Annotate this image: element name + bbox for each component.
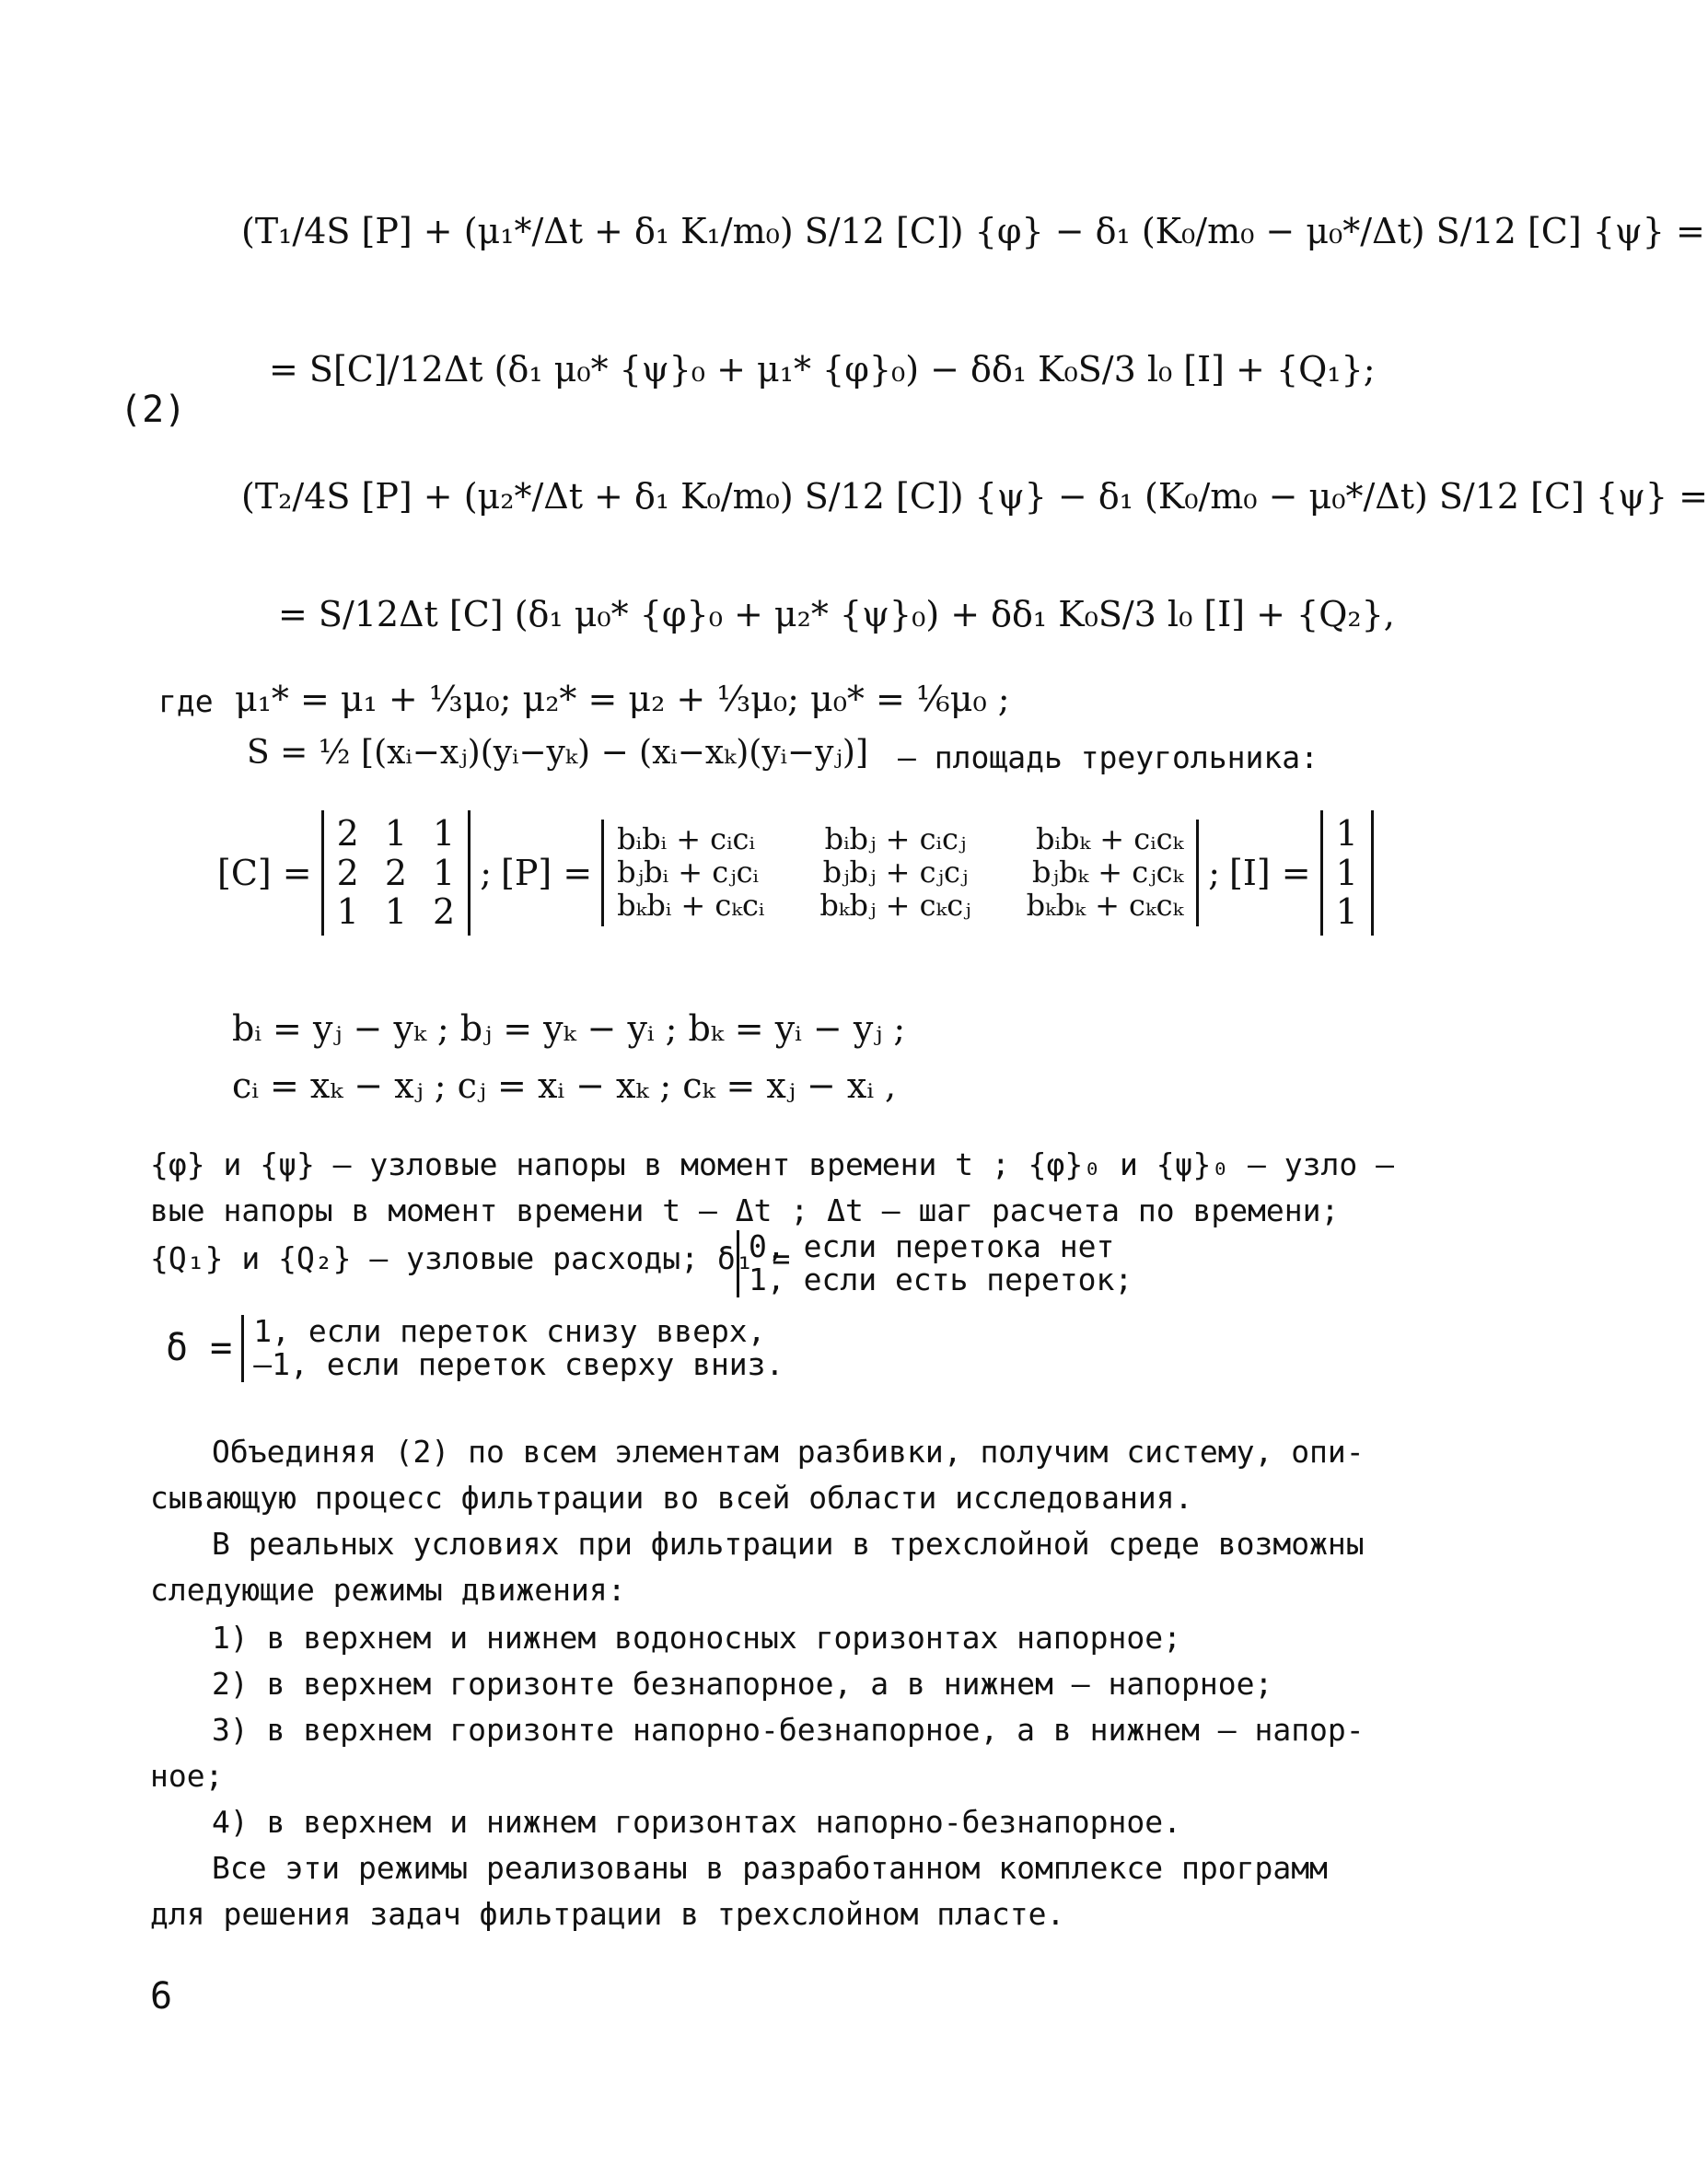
mu-definitions: μ₁* = μ₁ + ⅓μ₀; μ₂* = μ₂ + ⅓μ₀; μ₀* = ⅙μ₀ ; xyxy=(235,679,1010,719)
delta-label: δ = xyxy=(166,1327,233,1370)
para4-line1: Все эти режимы реализованы в разработанном комплексе программ xyxy=(212,1850,1328,1886)
list-item-3-line2: ное; xyxy=(150,1758,224,1794)
matrix-c: 2 1 1 2 2 1 1 1 2 xyxy=(321,810,471,936)
equation-line-2: = S[C]/12Δt (δ₁ μ₀* {ψ}₀ + μ₁* {φ}₀) − δδ₁ K₀S/3 l₀ [I] + {Q₁}; xyxy=(269,349,1376,390)
equation-line-3: (T₂/4S [P] + (μ₂*/Δt + δ₁ K₀/m₀) S/12 [C]) {ψ} − δ₁ (K₀/m₀ − μ₀*/Δt) S/12 [C] {ψ} = xyxy=(241,476,1708,517)
matrix-i-label: [I] = xyxy=(1229,852,1311,893)
matrix-p: bᵢbᵢ + cᵢcᵢ bᵢbⱼ + cᵢcⱼ bᵢbₖ + cᵢcₖ bⱼbᵢ + cⱼcᵢ bⱼbⱼ + cⱼcⱼ bⱼbₖ + cⱼcₖ bₖbᵢ + cₖcᵢ bₖbⱼ + cₖcⱼ bₖbₖ + cₖcₖ xyxy=(601,820,1199,925)
delta-definition xyxy=(166,1315,784,1382)
para1-line3: {Q₁} и {Q₂} – узловые расходы; δ₁ = xyxy=(150,1240,791,1276)
para2-line1: Объединяя (2) по всем элементам разбивки, получим систему, опи- xyxy=(212,1434,1365,1470)
list-item-1: 1) в верхнем и нижнем водоносных горизонтах напорное; xyxy=(212,1620,1181,1656)
b-coefficients: bᵢ = yⱼ − yₖ ; bⱼ = yₖ − yᵢ ; bₖ = yᵢ − yⱼ ; xyxy=(232,1008,906,1049)
para1-line2: вые напоры в момент времени t – Δt ; Δt – шаг расчета по времени; xyxy=(150,1192,1340,1228)
equation-line-4: = S/12Δt [C] (δ₁ μ₀* {φ}₀ + μ₂* {ψ}₀) + δδ₁ K₀S/3 l₀ [I] + {Q₂}, xyxy=(278,594,1395,634)
matrices-row: [C] = 2 1 1 2 2 1 1 1 2 ; [P] = bᵢbᵢ + cᵢcᵢ bᵢbⱼ + cᵢcⱼ bᵢbₖ + cᵢcₖ bⱼbᵢ + cⱼcᵢ bⱼbⱼ + cⱼcⱼ bⱼbₖ + cⱼcₖ bₖbᵢ + cₖcᵢ bₖbⱼ + cₖcⱼ bₖbₖ + cₖcₖ ; [I] = 1 1 1 xyxy=(217,810,1374,936)
delta-case-1: 1, если переток снизу вверх, xyxy=(253,1313,766,1349)
c-coefficients: cᵢ = xₖ − xⱼ ; cⱼ = xᵢ − xₖ ; cₖ = xⱼ − xᵢ , xyxy=(232,1065,897,1106)
area-formula: S = ½ [(xᵢ−xⱼ)(yᵢ−yₖ) − (xᵢ−xₖ)(yᵢ−yⱼ)] xyxy=(247,734,869,772)
para2-line2: сывающую процесс фильтрации во всей области исследования. xyxy=(150,1480,1193,1516)
list-item-3-line1: 3) в верхнем горизонте напорно-безнапорное, а в нижнем – напор- xyxy=(212,1712,1365,1748)
equation-number: (2) xyxy=(120,389,187,431)
list-item-2: 2) в верхнем горизонте безнапорное, а в нижнем – напорное; xyxy=(212,1666,1273,1702)
matrix-i: 1 1 1 xyxy=(1320,810,1374,936)
para4-line2: для решения задач фильтрации в трехслойном пласте. xyxy=(150,1896,1065,1932)
page-number: 6 xyxy=(150,1975,173,2018)
delta1-case-2: 1, если есть переток; xyxy=(749,1262,1133,1298)
equation-line-1: (T₁/4S [P] + (μ₁*/Δt + δ₁ K₁/m₀) S/12 [C]) {φ} − δ₁ (K₀/m₀ − μ₀*/Δt) S/12 [C] {ψ} = xyxy=(241,211,1705,251)
matrix-c-label: [C] = xyxy=(217,852,312,893)
delta-case-2: –1, если переток сверху вниз. xyxy=(253,1346,784,1383)
list-item-4: 4) в верхнем и нижнем горизонтах напорно-безнапорное. xyxy=(212,1804,1181,1840)
area-description: – площадь треугольника: xyxy=(898,739,1319,775)
para3-line1: В реальных условиях при фильтрации в трехслойной среде возможны xyxy=(212,1526,1365,1562)
where-label: где xyxy=(158,683,214,719)
para3-line2: следующие режимы движения: xyxy=(150,1572,626,1608)
para1-line1: {φ} и {ψ} – узловые напоры в момент времени t ; {φ}₀ и {ψ}₀ – узло – xyxy=(150,1146,1395,1182)
delta1-cases xyxy=(737,1230,1133,1297)
delta1-case-1: 0, если перетока нет xyxy=(749,1228,1115,1264)
matrix-p-label: [P] = xyxy=(501,852,593,893)
